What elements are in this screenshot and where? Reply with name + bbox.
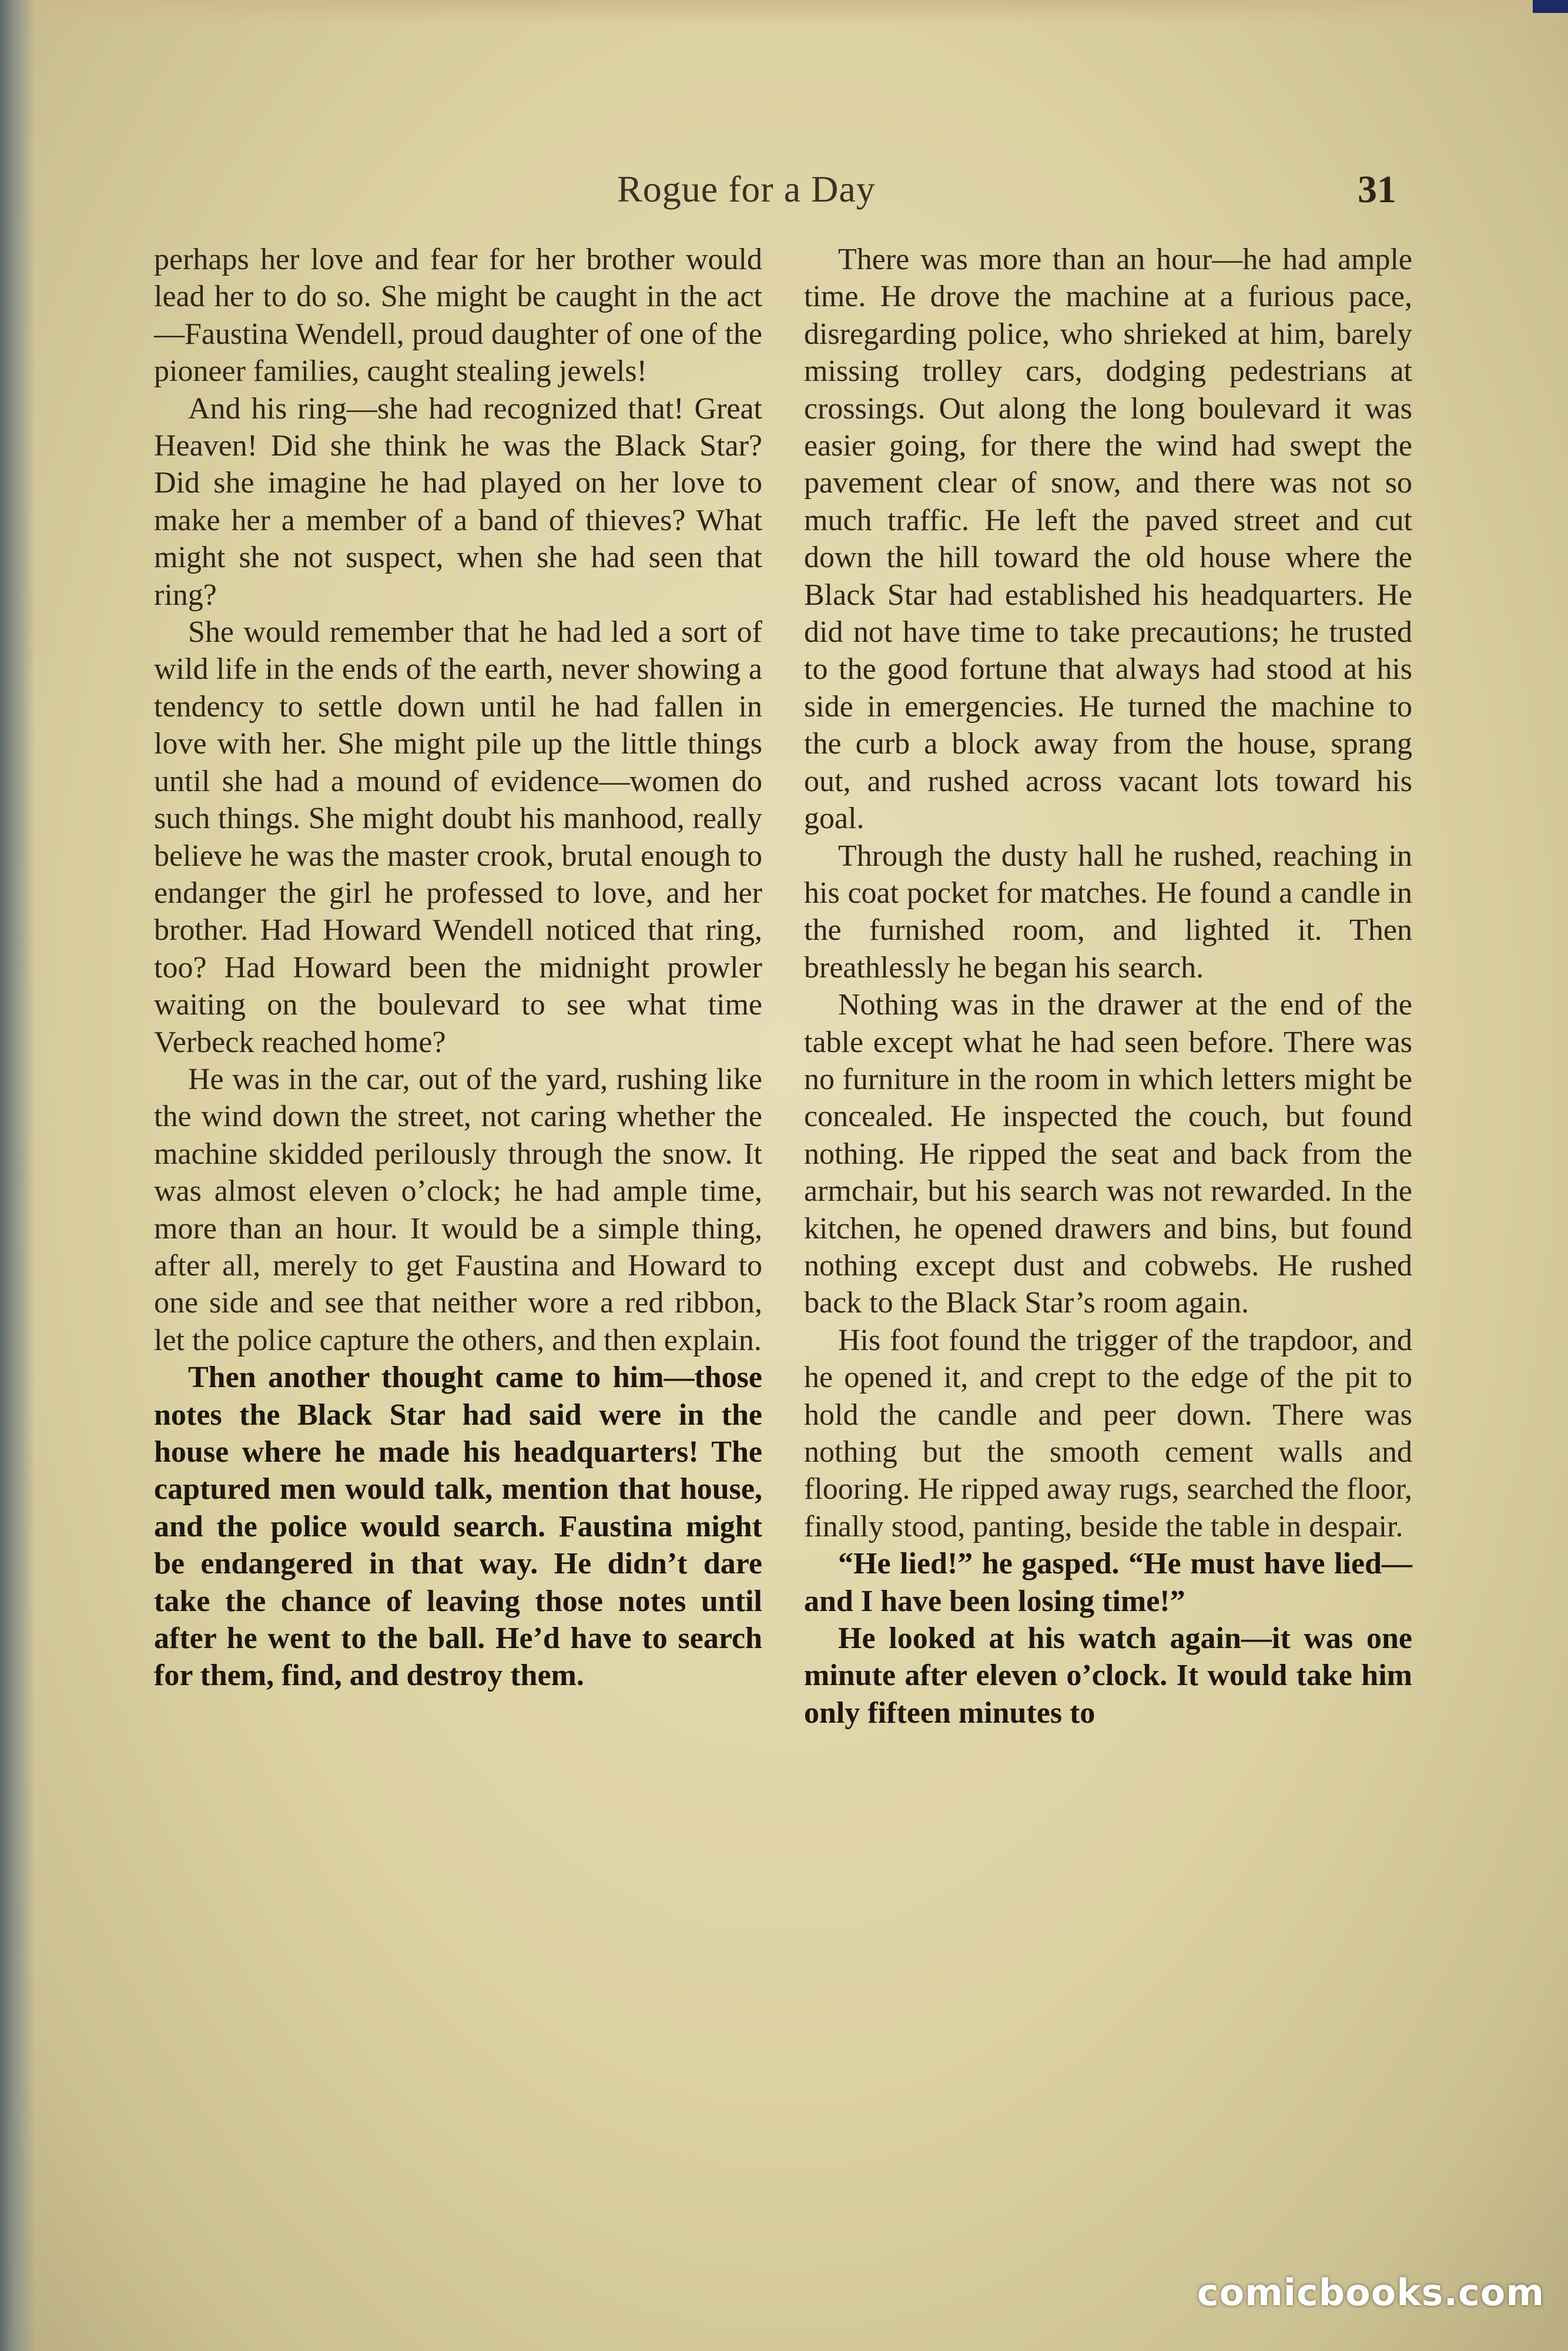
corner-mark: [1533, 0, 1568, 13]
paragraph: Then another thought came to him—those notes the Black Star had said were in the house where he made his headquarters! The captured men would talk, mention that house, and the police would search. Faustina might be endangered in that way. He didn’t dare take the chance of leaving those notes until after he went to the ball. He’d have to search for them, find, and destroy them.: [154, 1361, 762, 1693]
paragraph: perhaps her love and fear for her brother would lead her to do so. She might be caught in the act—Faustina Wendell, proud daughter of one of the pioneer families, caught stealing jewels!: [154, 243, 762, 389]
page-top-shadow: [0, 0, 1568, 24]
paragraph: He was in the car, out of the yard, rushing like the wind down the street, not caring whether the machine skidded perilously through the snow. It was almost eleven o’clock; he had ample time, more than an hour. It would be a simple thing, after all, merely to get Faustina and Howard to one side and see that neither wore a red ribbon, let the police capture the others, and then explain.: [154, 1062, 762, 1357]
paragraph: There was more than an hour—he had ample time. He drove the machine at a furious pace, disregarding police, who shrieked at him, barely missing trolley cars, dodging pedestrians at crossings. Out along the long boulevard it was easier going, for there the wind had swept the pavement clear of snow, and there was not so much traffic. He left the paved street and cut down the hill toward the old house where the Black Star had established his headquarters. He did not have time to take precautions; he trusted to the good fortune that always had stood at his side in emergencies. He turned the machine to the curb a block away from the house, sprang out, and rushed across vacant lots toward his goal.: [804, 243, 1412, 836]
binding-edge: [0, 0, 35, 2351]
page-number: 31: [1358, 168, 1396, 211]
site-watermark: comicbooks.com: [1197, 2271, 1544, 2314]
paragraph: Through the dusty hall he rushed, reaching in his coat pocket for matches. He found a candle in the furnished room, and lighted it. Then breathlessly he began his search.: [804, 839, 1412, 984]
paragraph: Nothing was in the drawer at the end of the table except what he had seen before. There was no furniture in the room in which letters might be concealed. He inspected the couch, but found nothing. He ripped the seat and back from the armchair, but his search was not rewarded. In the kitchen, he opened drawers and bins, but found nothing except dust and cobwebs. He rushed back to the Black Star’s room again.: [804, 988, 1412, 1320]
running-title: Rogue for a Day: [617, 168, 876, 210]
left-column: [154, 241, 762, 1694]
right-column: [804, 241, 1412, 1732]
paragraph: His foot found the trigger of the trapdoor, and he opened it, and crept to the edge of the pit to hold the candle and peer down. There was nothing but the smooth cement walls and flooring. He ripped away rugs, searched the floor, finally stood, panting, beside the table in despair.: [804, 1323, 1412, 1543]
paragraph: He looked at his watch again—it was one minute after eleven o’clock. It would take him only fifteen minutes to: [804, 1622, 1412, 1730]
paragraph: And his ring—she had recognized that! Great Heaven! Did she think he was the Black Star? Did she imagine he had played on her love to make her a member of a band of thieves? What might she not suspect, when she had seen that ring?: [154, 391, 762, 612]
paragraph: “He lied!” he gasped. “He must have lied—and I have been losing time!”: [804, 1547, 1412, 1618]
paragraph: She would remember that he had led a sort of wild life in the ends of the earth, never showing a tendency to settle down until he had fallen in love with her. She might pile up the little things until she had a mound of evidence—women do such things. She might doubt his manhood, really believe he was the master crook, brutal enough to endanger the girl he professed to love, and her brother. Had Howard Wendell noticed that ring, too? Had Howard been the midnight prowler waiting on the boulevard to see what time Verbeck reached home?: [154, 615, 762, 1059]
